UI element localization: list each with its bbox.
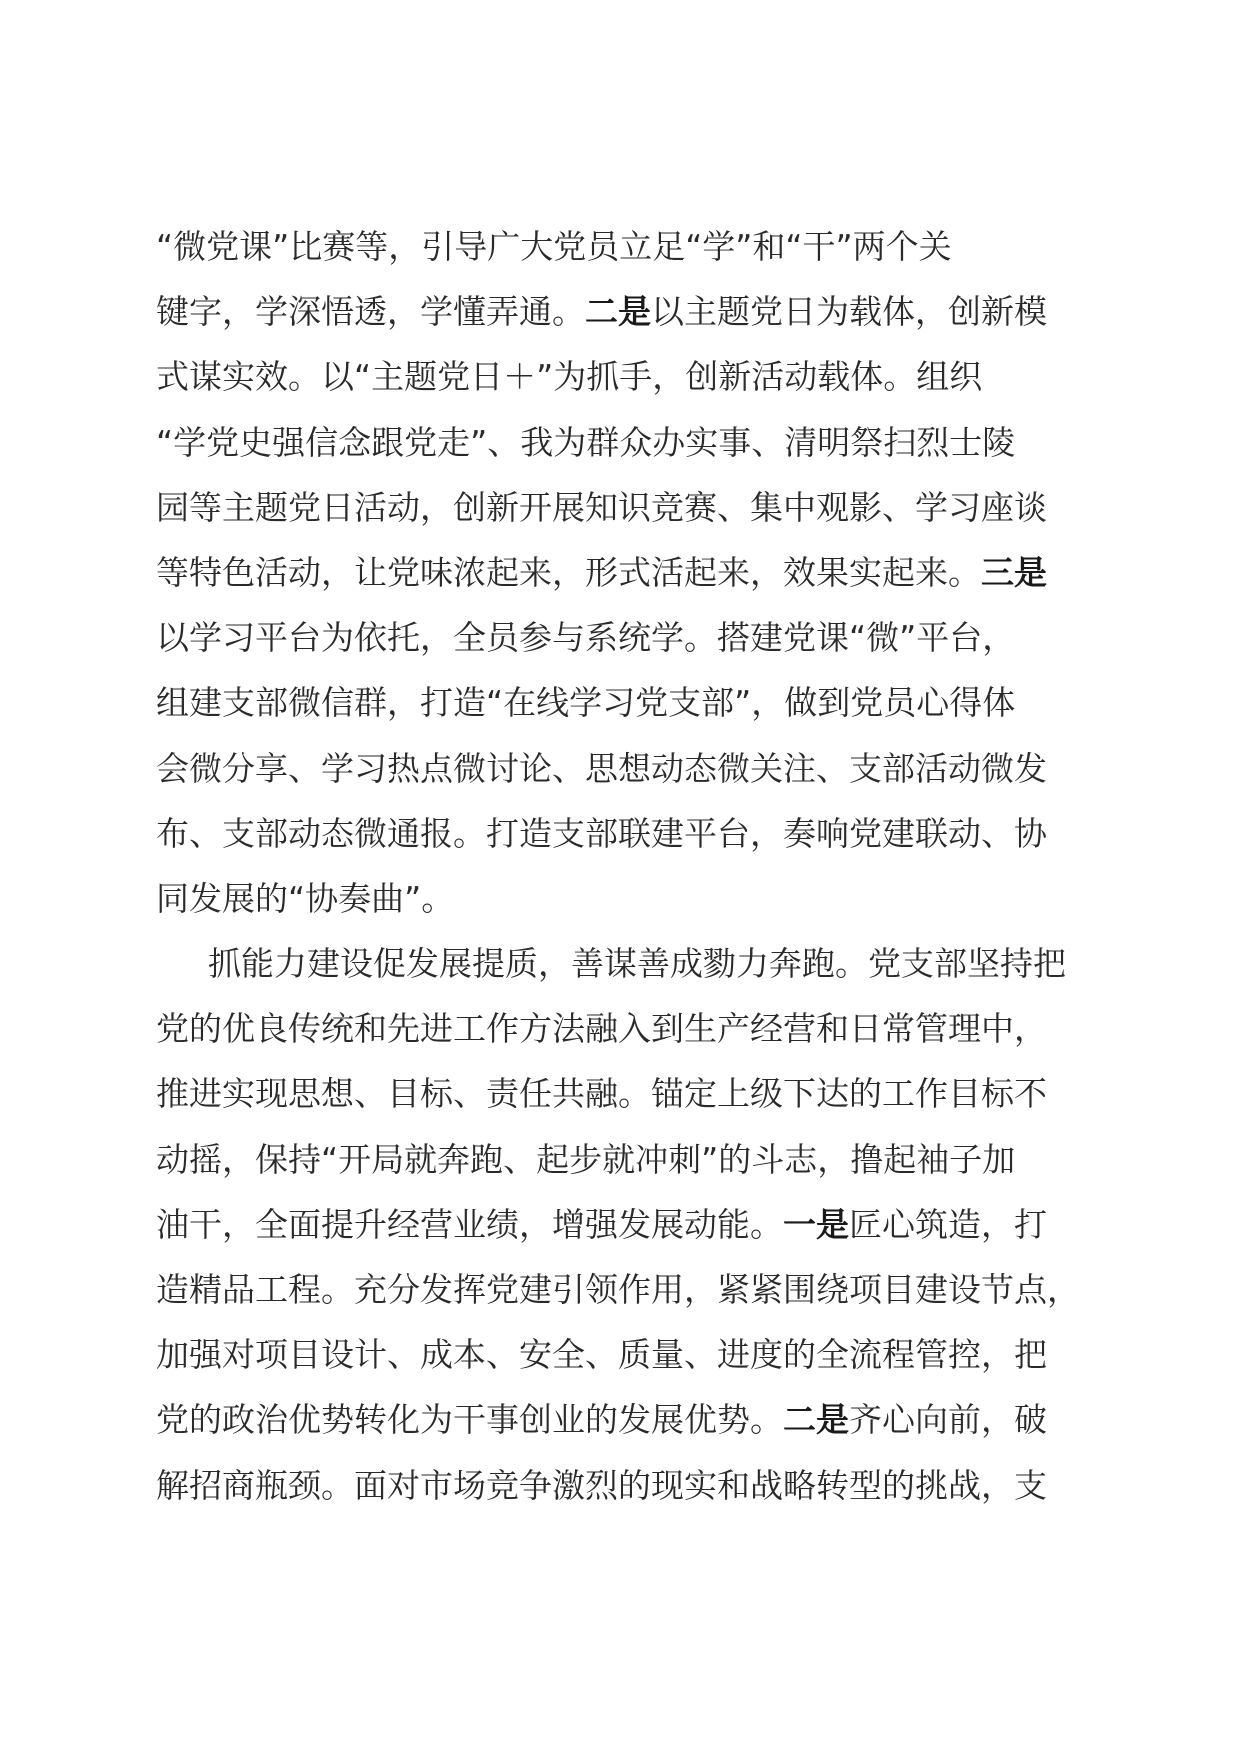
bold-keyword: 一是 (783, 1204, 849, 1244)
text-line (156, 279, 1086, 344)
text-line (156, 996, 1086, 1061)
bold-keyword: 三是 (981, 552, 1047, 592)
text-run: 解招商瓶颈。面对市场竞争激烈的现实和战略转型的挑战，支 (156, 1465, 1047, 1505)
text-line (156, 410, 1086, 475)
paragraph-1 (156, 214, 1086, 931)
text-run: “学党史强信念跟党走”、我为群众办实事、清明祭扫烈士陵 (156, 422, 1016, 462)
text-run: 匠心筑造，打 (849, 1204, 1047, 1244)
text-run: 造精品工程。充分发挥党建引领作用，紧紧围绕项目建设节点， (156, 1270, 1080, 1309)
text-run: 组建支部微信群，打造“在线学习党支部”，做到党员心得体 (156, 683, 1016, 723)
text-run: 齐心向前，破 (849, 1400, 1047, 1440)
text-run: 等特色活动，让党味浓起来，形式活起来，效果实起来。 (156, 552, 981, 592)
text-line (156, 801, 1086, 866)
text-line (156, 1453, 1086, 1518)
text-run: 园等主题党日活动，创新开展知识竞赛、集中观影、学习座谈 (156, 487, 1047, 527)
text-line (156, 1257, 1086, 1322)
text-run: 同发展的“协奏曲”。 (156, 878, 455, 918)
bold-keyword: 二是 (783, 1400, 849, 1440)
text-run: 加强对项目设计、成本、安全、质量、进度的全流程管控，把 (156, 1335, 1047, 1375)
text-run: 以主题党日为载体，创新模 (651, 292, 1047, 332)
text-line (156, 1127, 1086, 1192)
text-run: 式谋实效。以“主题党日＋”为抓手，创新活动载体。组织 (156, 357, 983, 397)
paragraph-2 (156, 931, 1086, 1518)
text-line (156, 605, 1086, 670)
document-body (156, 214, 1086, 1518)
text-line (156, 866, 1086, 931)
text-line (156, 475, 1086, 540)
text-line (156, 1387, 1086, 1452)
text-run: 党的优良传统和先进工作方法融入到生产经营和日常管理中， (156, 1009, 1047, 1049)
text-line (156, 540, 1086, 605)
bold-keyword: 二是 (585, 292, 651, 332)
text-run: 动摇，保持“开局就奔跑、起步就冲刺”的斗志，撸起袖子加 (156, 1139, 1016, 1179)
text-line (156, 670, 1086, 735)
text-run: 党的政治优势转化为干事创业的发展优势。 (156, 1400, 783, 1440)
text-line (156, 344, 1086, 409)
text-line (156, 214, 1086, 279)
text-run: 油干，全面提升经营业绩，增强发展动能。 (156, 1204, 783, 1244)
text-line (156, 736, 1086, 801)
text-run: 以学习平台为依托，全员参与系统学。搭建党课“微”平台， (156, 618, 1016, 658)
text-line (156, 1322, 1086, 1387)
text-run: 推进实现思想、目标、责任共融。锚定上级下达的工作目标不 (156, 1074, 1047, 1114)
text-run: 抓能力建设促发展提质，善谋善成勠力奔跑。党支部坚持把 (208, 944, 1066, 984)
text-run: 布、支部动态微通报。打造支部联建平台，奏响党建联动、协 (156, 813, 1047, 853)
text-line (156, 1061, 1086, 1126)
text-line (156, 931, 1086, 996)
text-run: 键字，学深悟透，学懂弄通。 (156, 292, 585, 332)
text-run: 会微分享、学习热点微讨论、思想动态微关注、支部活动微发 (156, 748, 1047, 788)
text-run: “微党课”比赛等，引导广大党员立足“学”和“干”两个关 (156, 227, 952, 266)
text-line (156, 1192, 1086, 1257)
